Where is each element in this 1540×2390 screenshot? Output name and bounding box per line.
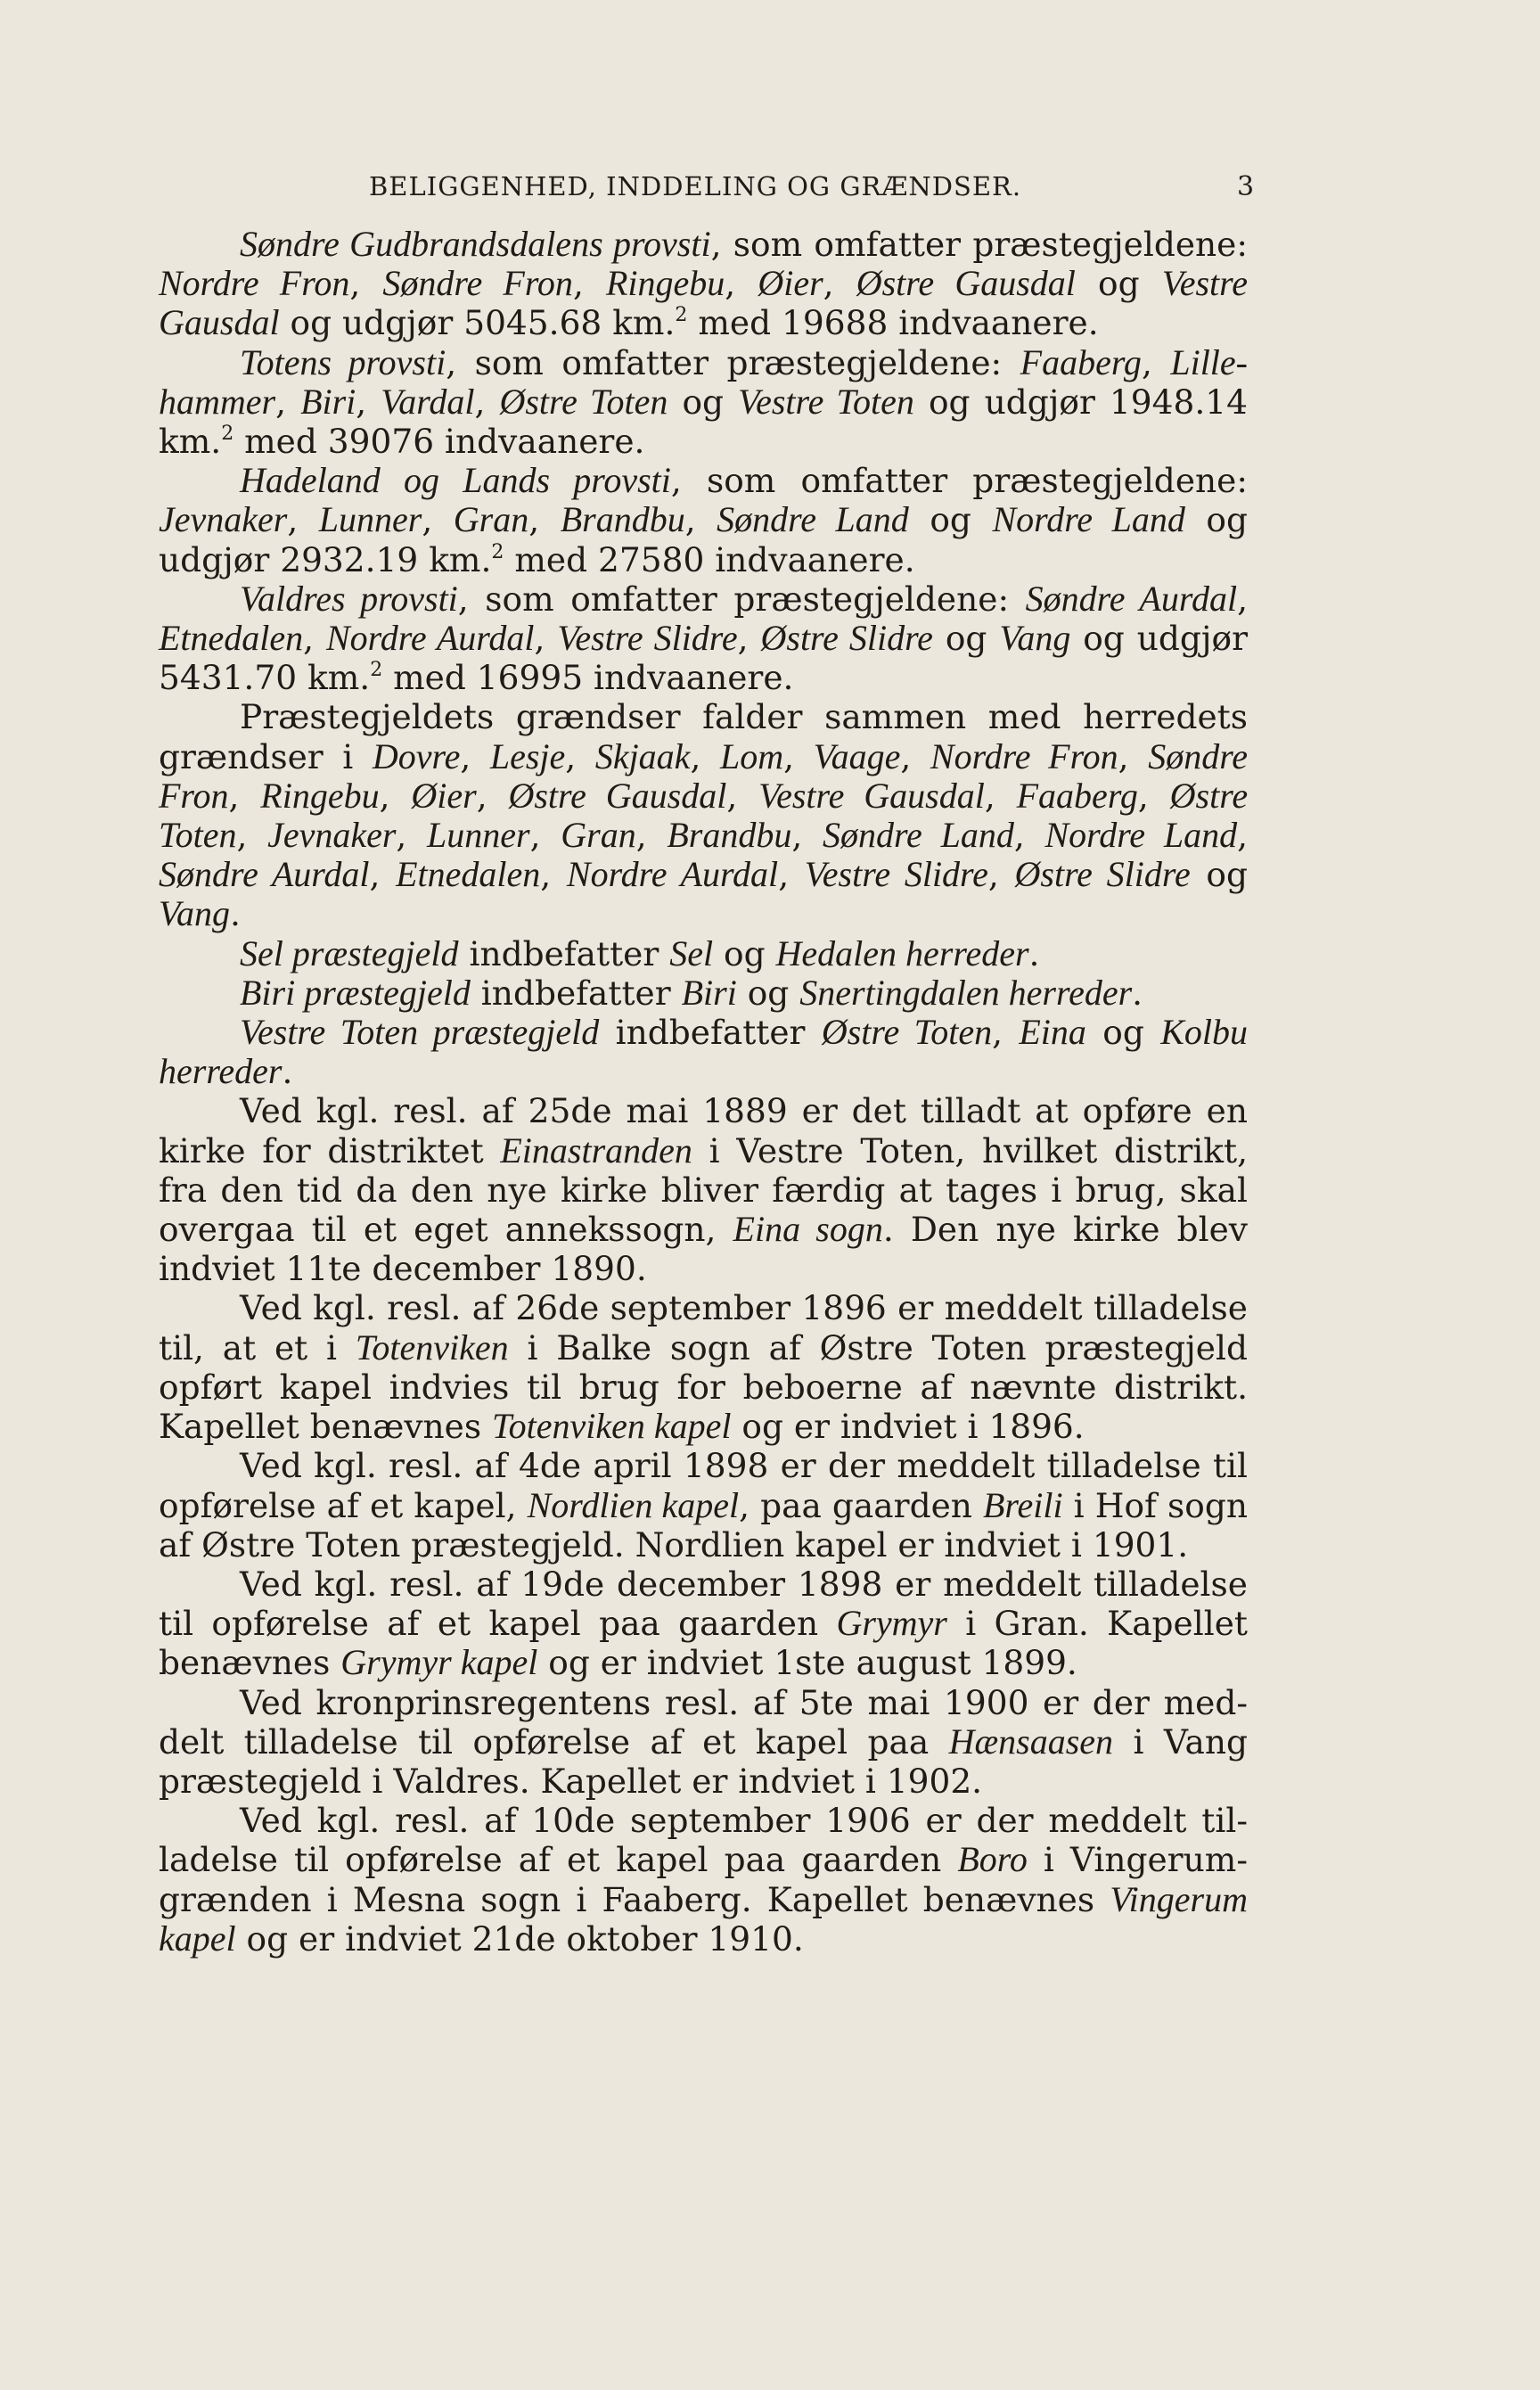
text-run: , xyxy=(303,619,326,659)
italic-run: Hedalen herreder xyxy=(775,932,1029,973)
text-run: , xyxy=(422,500,454,540)
italic-run: Lesje xyxy=(489,735,566,776)
text-run: , xyxy=(684,500,717,540)
paragraph xyxy=(159,1446,1248,1565)
text-run: , xyxy=(726,776,759,816)
paragraph xyxy=(159,579,1248,698)
superscript: 2 xyxy=(370,659,383,682)
italic-run: Vestre Gausdal xyxy=(159,263,1248,343)
italic-run: Eina xyxy=(1019,1012,1086,1053)
text-run: , som omfatter præstegjeldene: xyxy=(457,579,1026,619)
text-run: , xyxy=(275,382,301,422)
italic-run: Nordre Land xyxy=(992,499,1185,540)
italic-run: Vang xyxy=(159,893,230,934)
italic-run: Vang xyxy=(999,618,1071,659)
running-head: BELIGGENHED, INDDELING OG GRÆNDSER. xyxy=(369,171,1022,201)
italic-run: Vestre Toten xyxy=(738,381,914,422)
italic-run: Totenviken xyxy=(355,1326,509,1367)
text-run: og er indviet 1ste august 1899. xyxy=(537,1643,1077,1683)
text-run: , xyxy=(572,264,606,304)
text-run: , xyxy=(356,382,381,422)
text-run: i Vingerumgrænden i Mesna sogn i Faaberg. Kapellet benævnes xyxy=(159,1840,1248,1919)
italic-run: Østre Gausdal xyxy=(856,263,1076,304)
text-run: . xyxy=(230,894,241,934)
italic-run: Øier xyxy=(758,263,823,304)
text-run: , xyxy=(823,264,856,304)
superscript: 2 xyxy=(491,540,504,563)
paragraph xyxy=(159,1013,1248,1091)
text-run: , xyxy=(1237,579,1248,619)
italic-run: Søndre Land xyxy=(717,499,909,540)
text-run: , xyxy=(1118,736,1149,776)
italic-run: Nordlien kapel xyxy=(527,1484,740,1525)
text-run: . xyxy=(282,1052,293,1092)
italic-run: Grymyr kapel xyxy=(340,1642,538,1683)
italic-run: Østre Toten xyxy=(499,381,668,422)
italic-run: Brandbu xyxy=(667,815,792,856)
italic-run: Faaberg xyxy=(1016,775,1138,816)
italic-run: Nordre Fron xyxy=(159,263,350,304)
italic-run: Søndre Aurdal xyxy=(1025,578,1238,619)
italic-run: Etnedalen xyxy=(396,854,541,895)
italic-run: Lunner xyxy=(318,499,422,540)
italic-run: Vingerum kapel xyxy=(159,1878,1248,1959)
italic-run: Søndre Fron xyxy=(159,735,1249,816)
italic-run: Hadeland og Lands provsti xyxy=(240,460,671,501)
text-run: , xyxy=(984,776,1017,816)
text-run: , xyxy=(635,816,668,856)
text-run: indbefatter xyxy=(470,973,682,1013)
text-run: . xyxy=(1132,973,1143,1013)
paragraph xyxy=(159,1288,1248,1446)
text-run: , xyxy=(369,855,397,895)
text-run: , xyxy=(987,855,1015,895)
italic-run: Eina sogn xyxy=(733,1209,883,1250)
superscript: 2 xyxy=(675,304,688,327)
italic-run: Søndre Aurdal xyxy=(159,854,370,895)
italic-run: Jevnaker xyxy=(159,499,288,540)
page-body xyxy=(159,225,1248,1959)
text-run: med 16995 indvaanere. xyxy=(382,658,794,698)
text-run: , xyxy=(565,736,595,776)
text-run: og xyxy=(668,382,739,422)
text-run: , xyxy=(992,1013,1020,1053)
text-run: , xyxy=(474,382,500,422)
italic-run: Søndre Land xyxy=(822,815,1014,856)
italic-run: Brandbu xyxy=(560,499,685,540)
paragraph xyxy=(159,1683,1248,1802)
text-run: og xyxy=(736,973,800,1013)
text-run: i Vang præstegjeld i Valdres. Kapellet er indviet i 1902. xyxy=(159,1721,1248,1801)
italic-run: Sel præstegjeld xyxy=(240,932,459,973)
italic-run: Vaage xyxy=(813,735,901,776)
italic-run: Søndre Fron xyxy=(382,263,573,304)
italic-run: Hænsaasen xyxy=(948,1721,1114,1762)
italic-run: Østre Gausdal xyxy=(508,775,727,816)
text-run: og xyxy=(1075,264,1162,304)
italic-run: Ringebu xyxy=(260,775,380,816)
italic-run: Østre Toten xyxy=(821,1012,993,1053)
text-run: , xyxy=(900,736,930,776)
italic-run: Biri xyxy=(300,381,356,422)
text-run: og udgjør 2932.19 km. xyxy=(159,500,1248,579)
paragraph xyxy=(159,225,1248,343)
text-run: , xyxy=(1237,816,1248,856)
text-run: , xyxy=(476,776,509,816)
italic-run: Ringebu xyxy=(605,263,725,304)
paragraph xyxy=(159,1565,1248,1683)
italic-run: Gran xyxy=(561,815,636,856)
italic-run: Østre Slidre xyxy=(760,618,933,659)
text-run: , som omfatter præstegjeldene: xyxy=(670,461,1248,501)
text-run: Ved kgl. resl. af 4de april 1898 er der meddelt tilladelse til opførelse af et kapel, xyxy=(159,1446,1248,1525)
text-run: Præstegjeldets grændser falder sammen med herredets grændser i xyxy=(159,697,1248,776)
text-run: , xyxy=(287,500,319,540)
italic-run: Nordre Land xyxy=(1044,815,1238,856)
text-run: med 19688 indvaanere. xyxy=(687,303,1099,343)
italic-run: Etnedalen xyxy=(159,618,304,659)
italic-run: Søndre Gudbrandsdalens provsti xyxy=(240,224,711,264)
text-run: . Den nye kirke blev indviet 11te december 1890. xyxy=(159,1210,1248,1289)
paragraph xyxy=(159,343,1248,462)
text-run: , xyxy=(349,264,383,304)
text-run: , xyxy=(778,855,805,895)
text-run: , xyxy=(737,619,761,659)
text-run: , xyxy=(396,816,428,856)
text-run: , som omfatter præstegjeldene: xyxy=(710,225,1249,264)
italic-run: Jevnaker xyxy=(267,815,397,856)
italic-run: Biri xyxy=(681,972,737,1013)
text-run: , xyxy=(236,816,268,856)
text-run: i Gran. Kapellet benævnes xyxy=(159,1604,1248,1683)
text-run: , xyxy=(1013,816,1045,856)
text-run: , paa gaarden xyxy=(739,1485,983,1525)
italic-run: Nordre Fron xyxy=(930,735,1118,776)
text-run: . xyxy=(1028,933,1040,973)
italic-run: Gran xyxy=(453,499,529,540)
text-run: og xyxy=(1085,1013,1161,1053)
italic-run: Vardal xyxy=(381,381,475,422)
text-run: Ved kgl. resl. af 10de september 1906 er der meddelt tilladelse til opførelse af et kapel paa gaarden xyxy=(159,1801,1248,1880)
superscript: 2 xyxy=(221,423,234,446)
paragraph xyxy=(159,461,1248,579)
text-run: i Balke sogn af Østre Toten præstegjeld opført kapel indvies til brug for beboerne af nævnte distrikt. Kapellet benævnes xyxy=(159,1327,1248,1447)
italic-run: Boro xyxy=(957,1839,1028,1880)
italic-run: Faaberg xyxy=(1020,341,1142,382)
italic-run: Breili xyxy=(983,1484,1063,1525)
text-run: , xyxy=(783,736,814,776)
text-run: i Hof sogn af Østre Toten præstegjeld. Nordlien kapel er indviet i 1901. xyxy=(159,1485,1248,1565)
text-run: med 39076 indvaanere. xyxy=(233,422,645,462)
text-run: og udgjør 5045.68 km. xyxy=(279,303,676,343)
text-run: og xyxy=(1190,855,1249,895)
text-run: og xyxy=(713,933,776,973)
text-run: og er indviet i 1896. xyxy=(731,1407,1085,1447)
italic-run: Lom xyxy=(719,735,784,776)
text-run: Ved kronprinsregentens resl. af 5te mai 1900 er der meddelt tilladelse til opførelse af et kapel paa xyxy=(159,1682,1248,1762)
text-run: Ved kgl. resl. af 26de september 1896 er meddelt tilladelse til, at et i xyxy=(159,1288,1248,1367)
italic-run: Nordre Aurdal xyxy=(566,854,779,895)
italic-run: Kolbu herreder xyxy=(159,1012,1249,1092)
italic-run: Lillehammer xyxy=(159,341,1248,422)
italic-run: Østre Slidre xyxy=(1014,854,1191,895)
italic-run: Østre Toten xyxy=(159,775,1249,856)
paragraph xyxy=(159,1801,1248,1959)
paragraph xyxy=(159,697,1248,933)
italic-run: Dovre xyxy=(372,735,461,776)
paragraph xyxy=(159,1091,1248,1288)
text-run: , xyxy=(725,264,758,304)
paragraph xyxy=(159,934,1248,973)
italic-run: Sel xyxy=(669,932,714,973)
italic-run: Einastranden xyxy=(500,1129,692,1170)
text-run: , xyxy=(528,500,561,540)
text-run: , xyxy=(529,816,561,856)
text-run: , xyxy=(379,776,412,816)
paragraph xyxy=(159,973,1248,1013)
text-run: med 27580 indvaanere. xyxy=(504,539,915,579)
text-run: , xyxy=(460,736,490,776)
page-number: 3 xyxy=(1237,171,1255,202)
text-run: Ved kgl. resl. af 19de december 1898 er meddelt tilladelse til opførelse af et kapel paa gaarden xyxy=(159,1564,1248,1644)
text-run: , xyxy=(1137,776,1170,816)
italic-run: Biri præstegjeld xyxy=(240,972,471,1013)
text-run: og xyxy=(908,500,993,540)
text-run: , xyxy=(534,619,558,659)
italic-run: Øier xyxy=(411,775,477,816)
italic-run: Vestre Gausdal xyxy=(758,775,985,816)
text-run: , xyxy=(690,736,720,776)
text-run: og er indviet 21de oktober 1910. xyxy=(235,1918,804,1959)
text-run: og udgjør 5431.70 km. xyxy=(159,619,1249,698)
text-run: , xyxy=(228,776,261,816)
italic-run: Vestre Slidre xyxy=(804,854,988,895)
italic-run: Totenviken kapel xyxy=(492,1406,732,1447)
text-run: , xyxy=(1141,342,1171,382)
text-run: og udgjør 1948.14 km. xyxy=(159,382,1248,462)
text-run: , xyxy=(791,816,823,856)
italic-run: Lunner xyxy=(427,815,530,856)
italic-run: Skjaak xyxy=(594,735,691,776)
text-run: Ved kgl. resl. af 25de mai 1889 er det tilladt at opføre en kirke for distriktet xyxy=(159,1091,1248,1170)
italic-run: Nordre Aurdal xyxy=(326,618,535,659)
italic-run: Valdres provsti xyxy=(240,578,458,619)
text-run: indbefatter xyxy=(599,1013,822,1053)
text-run: , xyxy=(540,855,567,895)
text-run: indbefatter xyxy=(458,933,670,973)
text-run: og xyxy=(932,619,1000,659)
text-run: , som omfatter præstegjeldene: xyxy=(446,342,1020,382)
italic-run: Totens provsti xyxy=(240,341,446,382)
text-run: i Vestre Toten, hvilket distrikt, fra den tid da den nye kirke bliver færdig at tages i brug, skal overgaa til et eget annekssogn, xyxy=(159,1130,1249,1250)
italic-run: Vestre Toten præstegjeld xyxy=(240,1012,600,1053)
page-header xyxy=(0,171,1540,216)
italic-run: Vestre Slidre xyxy=(557,618,738,659)
italic-run: Snertingdalen herreder xyxy=(799,972,1133,1013)
italic-run: Grymyr xyxy=(836,1603,947,1644)
